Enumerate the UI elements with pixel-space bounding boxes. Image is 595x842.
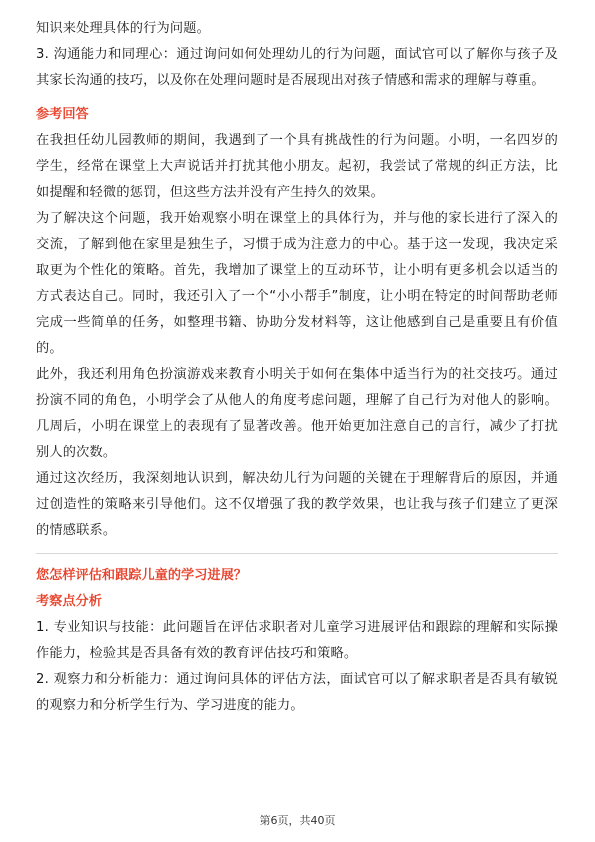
- analysis-heading: 考察点分析: [36, 594, 102, 609]
- analysis-paragraph-1: 1. 专业知识与技能：此问题旨在评估求职者对儿童学习进展评估和跟踪的理解和实际操作能力，检验其是否具备有效的教育评估技巧和策略。: [36, 620, 558, 661]
- intro-tail-text: 知识来处理具体的行为问题。: [36, 21, 211, 36]
- answer-paragraph-2: 为了解决这个问题，我开始观察小明在课堂上的具体行为，并与他的家长进行了深入的交流，了解到他在家里是独生子，习惯于成为注意力的中心。基于这一发现，我决定采取更为个性化的策略。首先，我增加了课堂上的互动环节，让小明有更多机会以适当的方式表达自己。同时，我还引入了一个“小小帮手”制度，让小明在特定的时间帮助老师完成一些简单的任务，如整理书籍、协助分发材料等，这让他感到自己是重要且有价值的。: [36, 211, 558, 356]
- point-3-text: 3. 沟通能力和同理心：通过询问如何处理幼儿的行为问题，面试官可以了解你与孩子及其家长沟通的技巧，以及你在处理问题时是否展现出对孩子情感和需求的理解与尊重。: [36, 47, 558, 88]
- section-divider: [36, 553, 558, 554]
- question-heading: 您怎样评估和跟踪儿童的学习进展？: [36, 568, 247, 583]
- answer-heading: 参考回答: [36, 107, 89, 122]
- answer-paragraph-1: 在我担任幼儿园教师的期间，我遇到了一个具有挑战性的行为问题。小明，一名四岁的学生，经常在课堂上大声说话并打扰其他小朋友。起初，我尝试了常规的纠正方法，比如提醒和轻微的惩罚，但这些方法并没有产生持久的效果。: [36, 133, 558, 200]
- analysis-paragraph-2: 2. 观察力和分析能力：通过询问具体的评估方法，面试官可以了解求职者是否具有敏锐的观察力和分析学生行为、学习进度的能力。: [36, 672, 558, 713]
- answer-paragraph-3: 此外，我还利用角色扮演游戏来教育小明关于如何在集体中适当行为的社交技巧。通过扮演不同的角色，小明学会了从他人的角度考虑问题，理解了自己行为对他人的影响。几周后，小明在课堂上的表现有了显著改善。他开始更加注意自己的言行，减少了打扰别人的次数。: [36, 367, 558, 460]
- page-footer: 第6页，共40页: [259, 814, 336, 827]
- document-body: [36, 16, 558, 719]
- spacer: [36, 94, 558, 102]
- answer-paragraph-4: 通过这次经历，我深刻地认识到，解决幼儿行为问题的关键在于理解背后的原因，并通过创造性的策略来引导他们。这不仅增强了我的教学效果，也让我与孩子们建立了更深的情感联系。: [36, 471, 558, 538]
